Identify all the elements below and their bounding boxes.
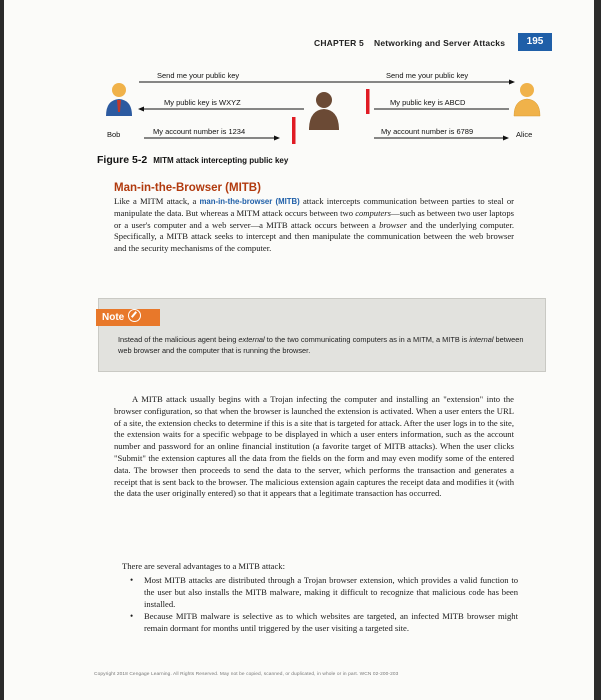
alice-figure [514,83,540,116]
body-paragraph-2: A MITB attack usually begins with a Trojan infecting the computer and installing an "extension" into the browser configuration, so that when the browser is launched the extension is activated. When a user enters the URL of a site, the extension checks to determine if this is a site that is targeted for attack. After the user logs in to the site, the extension waits for a specific webpage to be displayed in which a user enters information, such as the account number and password for an online financial institution (a favorite target of MITB attacks). When the user clicks "Submit" the extension captures all the data from the fields on the form and may even modify some of the entered data. The browser then proceeds to send the data to the server, which performs the transaction and generates a receipt that is sent back to the browser. The malicious extension again captures the receipt data and modifies it (with the data the user originally entered) so that it appears that a legitimate transaction has occurred. [114,394,514,499]
chapter-label: CHAPTER 5 [314,38,364,48]
section-heading: Man-in-the-Browser (MITB) [114,182,261,194]
list-item: • Most MITB attacks are distributed through a Trojan browser extension, which provides a valid function to the user but also installs the MITB malware, making it difficult to recognize that malicious code has been installed. [118,575,518,610]
figure-caption [97,154,288,166]
msg-pubkey-abcd: My public key is ABCD [390,98,466,107]
advantages-lead: There are several advantages to a MITB attack: [122,561,285,571]
bob-label: Bob [107,130,121,139]
list-item: • Because MITB malware is selective as to which websites are targeted, an infected MITB browser might remain dormant for months until triggered by the user visiting a targeted site. [118,611,518,635]
msg-account-1234: My account number is 1234 [153,127,246,136]
msg-send-key-right: Send me your public key [386,71,469,80]
msg-send-key-left: Send me your public key [157,71,240,80]
figure-number: Figure 5-2 [97,154,148,166]
arrow-head [274,136,280,141]
chapter-title: Networking and Server Attacks [373,38,506,48]
attacker-figure [309,92,339,130]
mitm-diagram [4,0,594,160]
alice-label: Alice [516,130,533,139]
pencil-icon [128,309,141,322]
page-number: 195 [518,33,552,51]
msg-account-6789: My account number is 6789 [381,127,474,136]
arrow-head [138,107,144,112]
arrow-head [509,80,515,85]
note-text: Instead of the malicious agent being external to the two communicating computers as in a MITM, a MITB is internal between web browser and the computer that is running the browser. [118,335,524,355]
advantages-list [118,575,518,636]
intercept-bar [292,117,296,144]
body-paragraph: Like a MITM attack, a man-in-the-browser (MITB) attack intercepts communication between parties to steal or manipulate the data. But whereas a MITM attack occurs between two computers—such as between two user laptops or a user's computer and a web server—a MITB attack occurs between a browser and the underlying computer. Specifically, a MITB attack seeks to intercept and then manipulate the communication between the web browser and the security mechanisms of the computer. [114,196,514,254]
note-tag: Note [96,309,160,326]
term-link[interactable]: man-in-the-browser (MITB) [199,197,300,206]
copyright-footer: Copyright 2018 Cengage Learning. All Rights Reserved. May not be copied, scanned, or duplicated, in whole or in part. WCN 02-200-203 [94,672,399,677]
textbook-page [4,0,594,700]
intercept-bar [366,89,370,114]
arrow-head [503,136,509,141]
bob-figure [106,83,132,116]
msg-pubkey-wxyz: My public key is WXYZ [164,98,241,107]
figure-caption-text: MITM attack intercepting public key [153,156,289,165]
